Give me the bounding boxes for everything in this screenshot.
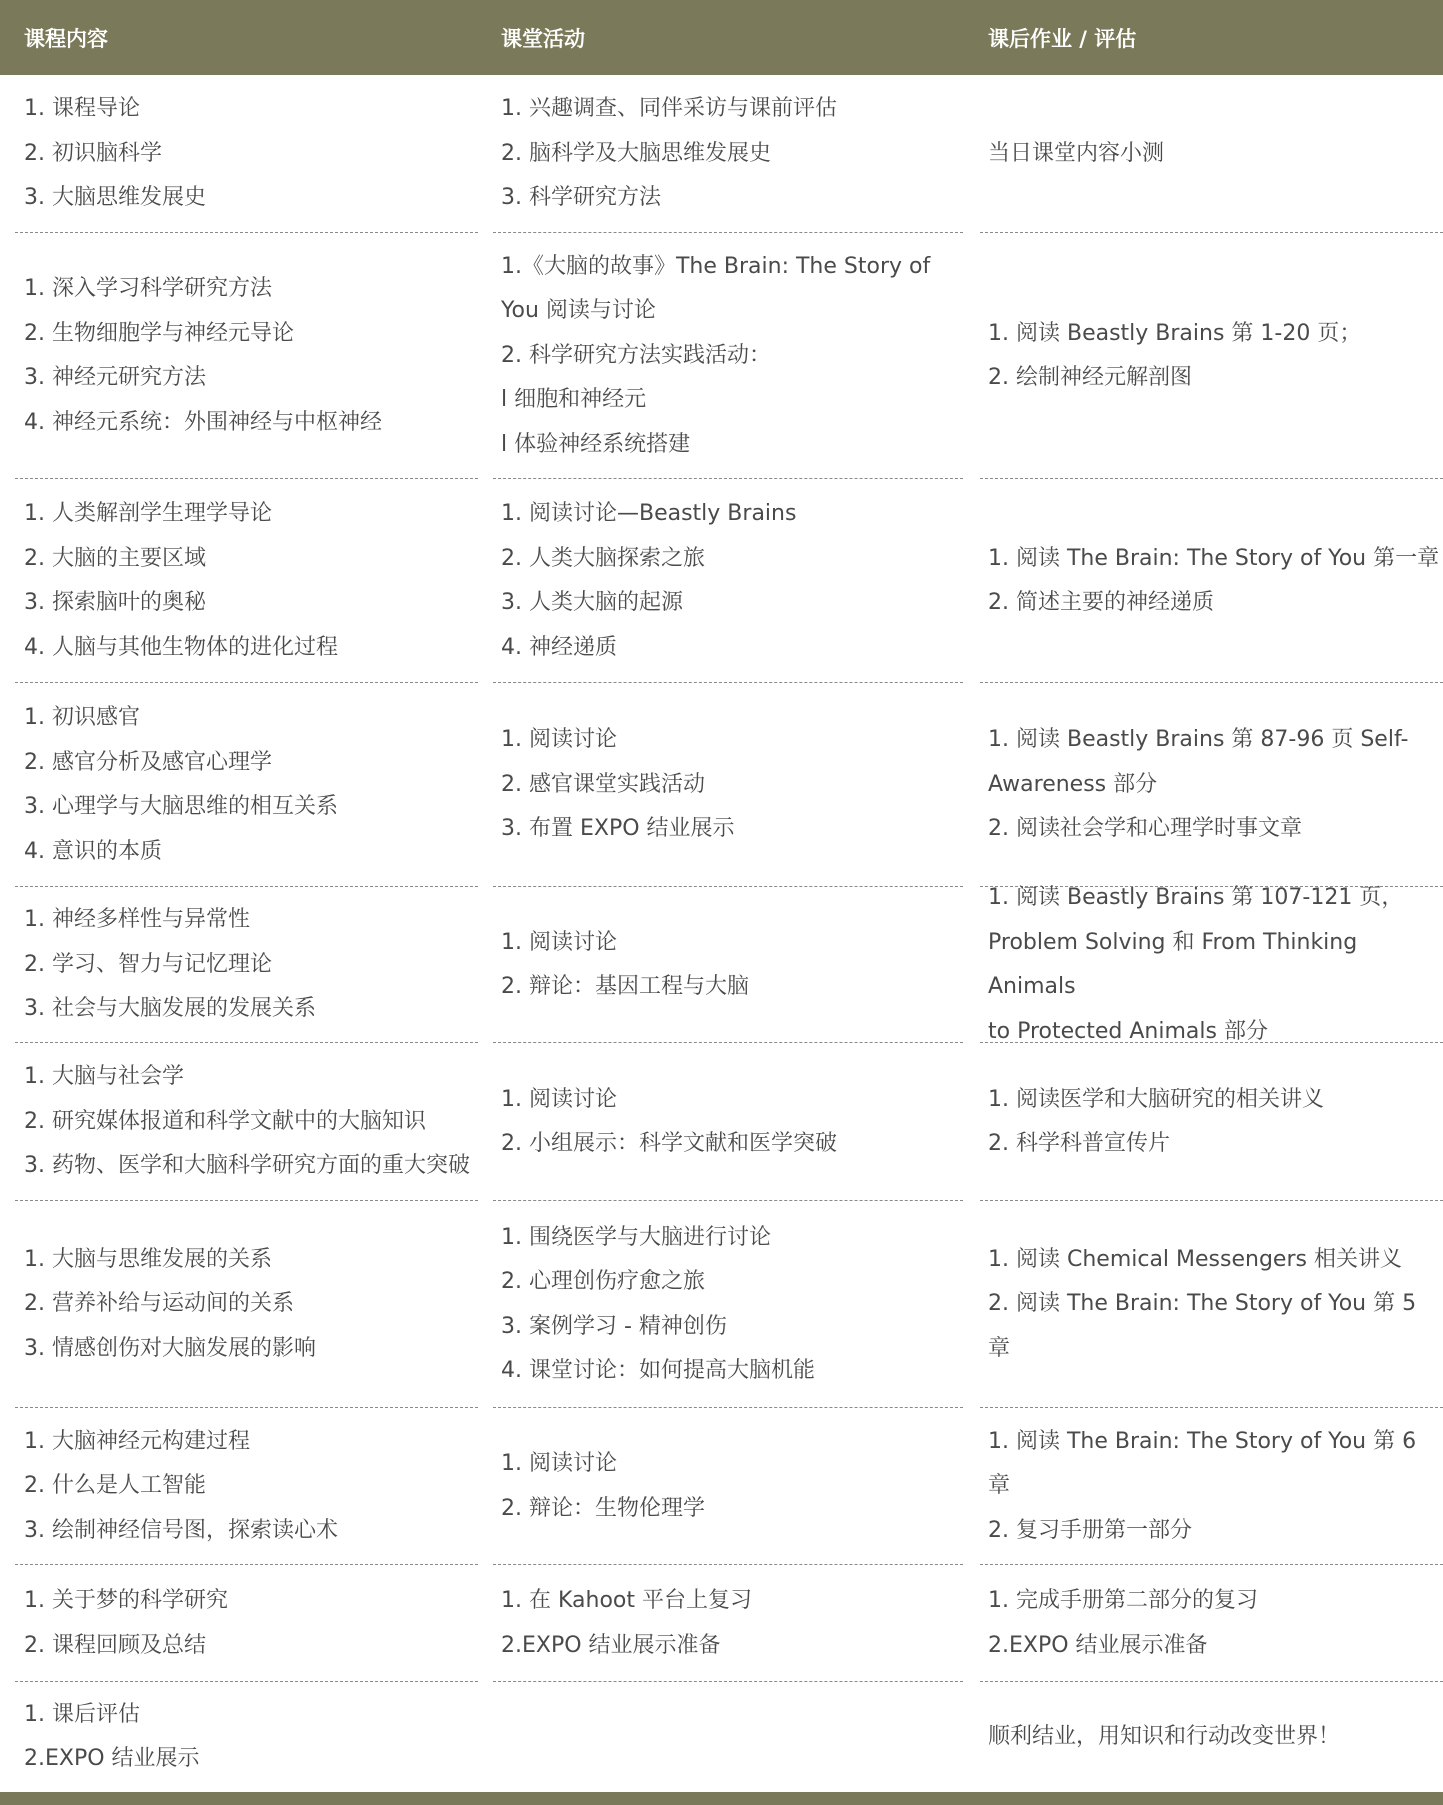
content-line: 1. 神经多样性与异常性	[24, 907, 250, 933]
cell-homework	[988, 1043, 1443, 1201]
activity-line: 1. 兴趣调查、同伴采访与课前评估	[501, 96, 837, 122]
content-line: 1. 课后评估	[24, 1701, 140, 1727]
homework-line: 1. 阅读 The Brain: The Story of You 第一章	[988, 545, 1440, 571]
homework-line: 2. 简述主要的神经递质	[988, 590, 1214, 615]
activity-line: 2. 科学研究方法实践活动：	[501, 342, 771, 368]
cell-homework	[988, 1682, 1443, 1792]
content-line: 2. 课程回顾及总结	[24, 1632, 206, 1658]
table-row	[0, 479, 1443, 683]
cell-homework	[988, 233, 1443, 479]
homework-line: 1. 阅读 Beastly Brains 第 87-96 页 Self-	[988, 727, 1409, 753]
content-line: 3. 心理学与大脑思维的相互关系	[24, 794, 338, 819]
table-row	[0, 1201, 1443, 1408]
content-line: 2. 研究媒体报道和科学文献中的大脑知识	[24, 1108, 426, 1134]
cell-content	[24, 1201, 479, 1408]
cell-activity	[501, 233, 968, 479]
cell-activity	[501, 75, 968, 233]
activity-line: 1. 阅读讨论	[501, 1086, 617, 1112]
table-row	[0, 1408, 1443, 1565]
content-line: 2.EXPO 结业展示	[24, 1746, 200, 1771]
homework-line: 2. 绘制神经元解剖图	[988, 365, 1192, 390]
content-line: 4. 意识的本质	[24, 838, 162, 864]
activity-line: 1. 阅读讨论	[501, 1451, 617, 1476]
content-line: 3. 绘制神经信号图，探索读心术	[24, 1517, 338, 1543]
activity-line: 3. 案例学习 - 精神创伤	[501, 1313, 727, 1339]
table-row	[0, 75, 1443, 233]
cell-content	[24, 887, 479, 1043]
cell-activity	[501, 1201, 968, 1408]
cell-content	[24, 1043, 479, 1201]
table-header	[0, 0, 1443, 75]
cell-content	[24, 1565, 479, 1682]
cell-content	[24, 75, 479, 233]
homework-line: to Protected Animals 部分	[988, 1018, 1268, 1044]
content-line: 2. 大脑的主要区域	[24, 545, 206, 571]
content-line: 3. 药物、医学和大脑科学研究方面的重大突破	[24, 1153, 470, 1179]
activity-line: 2. 感官课堂实践活动	[501, 771, 705, 797]
content-line: 3. 神经元研究方法	[24, 365, 206, 390]
homework-line: 1. 阅读 Beastly Brains 第 107-121 页，	[988, 885, 1404, 910]
cell-content	[24, 683, 479, 887]
header-class-activity: 课堂活动	[501, 27, 585, 51]
content-line: 1. 大脑与思维发展的关系	[24, 1246, 272, 1272]
cell-activity	[501, 683, 968, 887]
cell-content	[24, 479, 479, 683]
content-line: 1. 人类解剖学生理学导论	[24, 501, 272, 526]
cell-homework	[988, 683, 1443, 887]
homework-line: 顺利结业，用知识和行动改变世界！	[988, 1723, 1341, 1749]
cell-activity	[501, 887, 968, 1043]
activity-line: You 阅读与讨论	[501, 298, 656, 324]
cell-activity	[501, 1565, 968, 1682]
content-line: 4. 人脑与其他生物体的进化过程	[24, 634, 338, 660]
content-line: 1. 初识感官	[24, 705, 140, 730]
activity-line: 3. 布置 EXPO 结业展示	[501, 816, 735, 842]
content-line: 2. 生物细胞学与神经元导论	[24, 320, 294, 346]
activity-line: 2. 辩论：生物伦理学	[501, 1495, 705, 1521]
content-line: 1. 大脑与社会学	[24, 1064, 184, 1090]
content-line: 1. 大脑神经元构建过程	[24, 1428, 250, 1454]
activity-line: 1. 阅读讨论	[501, 727, 617, 753]
table-row	[0, 233, 1443, 479]
cell-activity	[501, 479, 968, 683]
table-row	[0, 1043, 1443, 1201]
activity-line: 4. 神经递质	[501, 634, 617, 660]
cell-content	[24, 1408, 479, 1565]
header-homework-assessment: 课后作业 / 评估	[988, 27, 1137, 51]
cell-homework	[988, 1201, 1443, 1408]
homework-line: 2. 科学科普宣传片	[988, 1131, 1170, 1156]
activity-line: 3. 人类大脑的起源	[501, 590, 683, 615]
activity-line: 2. 小组展示：科学文献和医学突破	[501, 1131, 837, 1156]
homework-line: 1. 阅读医学和大脑研究的相关讲义	[988, 1086, 1324, 1112]
activity-line: 2. 辩论：基因工程与大脑	[501, 974, 749, 999]
homework-line: 1. 阅读 The Brain: The Story of You 第 6 章	[988, 1428, 1424, 1499]
content-line: 3. 探索脑叶的奥秘	[24, 590, 206, 615]
homework-line: Awareness 部分	[988, 771, 1158, 797]
cell-content	[24, 1682, 479, 1792]
cell-activity	[501, 1682, 968, 1792]
homework-line: 1. 阅读 Chemical Messengers 相关讲义	[988, 1246, 1402, 1272]
cell-homework	[988, 75, 1443, 233]
activity-line: 1. 在 Kahoot 平台上复习	[501, 1588, 752, 1613]
cell-homework	[988, 1565, 1443, 1682]
header-course-content: 课程内容	[24, 27, 108, 51]
homework-line: Problem Solving 和 From Thinking Animals	[988, 929, 1365, 999]
table-row	[0, 1682, 1443, 1792]
content-line: 4. 神经元系统：外围神经与中枢神经	[24, 409, 382, 435]
homework-line: 1. 完成手册第二部分的复习	[988, 1588, 1258, 1613]
content-line: 1. 课程导论	[24, 96, 140, 122]
table-row	[0, 1565, 1443, 1682]
table-row	[0, 683, 1443, 887]
activity-line: 2. 心理创伤疗愈之旅	[501, 1269, 705, 1294]
content-line: 3. 情感创伤对大脑发展的影响	[24, 1335, 316, 1361]
activity-line: 1. 阅读讨论	[501, 929, 617, 955]
homework-line: 2. 阅读社会学和心理学时事文章	[988, 816, 1302, 842]
activity-line: 1. 围绕医学与大脑进行讨论	[501, 1224, 771, 1250]
cell-activity	[501, 1043, 968, 1201]
content-line: 2. 感官分析及感官心理学	[24, 749, 272, 775]
content-line: 2. 营养补给与运动间的关系	[24, 1291, 294, 1317]
content-line: 1. 深入学习科学研究方法	[24, 276, 272, 301]
activity-line: 2. 人类大脑探索之旅	[501, 545, 705, 571]
homework-line: 当日课堂内容小测	[988, 140, 1165, 166]
homework-line: 2.EXPO 结业展示准备	[988, 1632, 1208, 1658]
cell-homework	[988, 479, 1443, 683]
activity-line: 2. 脑科学及大脑思维发展史	[501, 140, 771, 166]
activity-line: 3. 科学研究方法	[501, 185, 661, 211]
content-line: 1. 关于梦的科学研究	[24, 1588, 228, 1613]
content-line: 2. 学习、智力与记忆理论	[24, 951, 272, 977]
content-line: 2. 初识脑科学	[24, 140, 162, 166]
content-line: 3. 社会与大脑发展的发展关系	[24, 996, 316, 1022]
cell-content	[24, 233, 479, 479]
activity-line: 4. 课堂讨论：如何提高大脑机能	[501, 1358, 815, 1383]
cell-homework	[988, 887, 1443, 1043]
activity-line: 2.EXPO 结业展示准备	[501, 1632, 721, 1658]
cell-homework	[988, 1408, 1443, 1565]
homework-line: 1. 阅读 Beastly Brains 第 1-20 页；	[988, 320, 1362, 346]
homework-line: 2. 阅读 The Brain: The Story of You 第 5 章	[988, 1291, 1424, 1361]
activity-line: l 细胞和神经元	[501, 387, 647, 413]
table-row	[0, 887, 1443, 1043]
content-line: 3. 大脑思维发展史	[24, 185, 206, 211]
homework-line: 2. 复习手册第一部分	[988, 1517, 1192, 1543]
cell-activity	[501, 1408, 968, 1565]
content-line: 2. 什么是人工智能	[24, 1473, 206, 1499]
activity-line: l 体验神经系统搭建	[501, 431, 691, 457]
activity-line: 1. 阅读讨论—Beastly Brains	[501, 501, 797, 526]
activity-line: 1.《大脑的故事》The Brain: The Story of	[501, 253, 931, 279]
table-footer-bar	[0, 1792, 1443, 1805]
